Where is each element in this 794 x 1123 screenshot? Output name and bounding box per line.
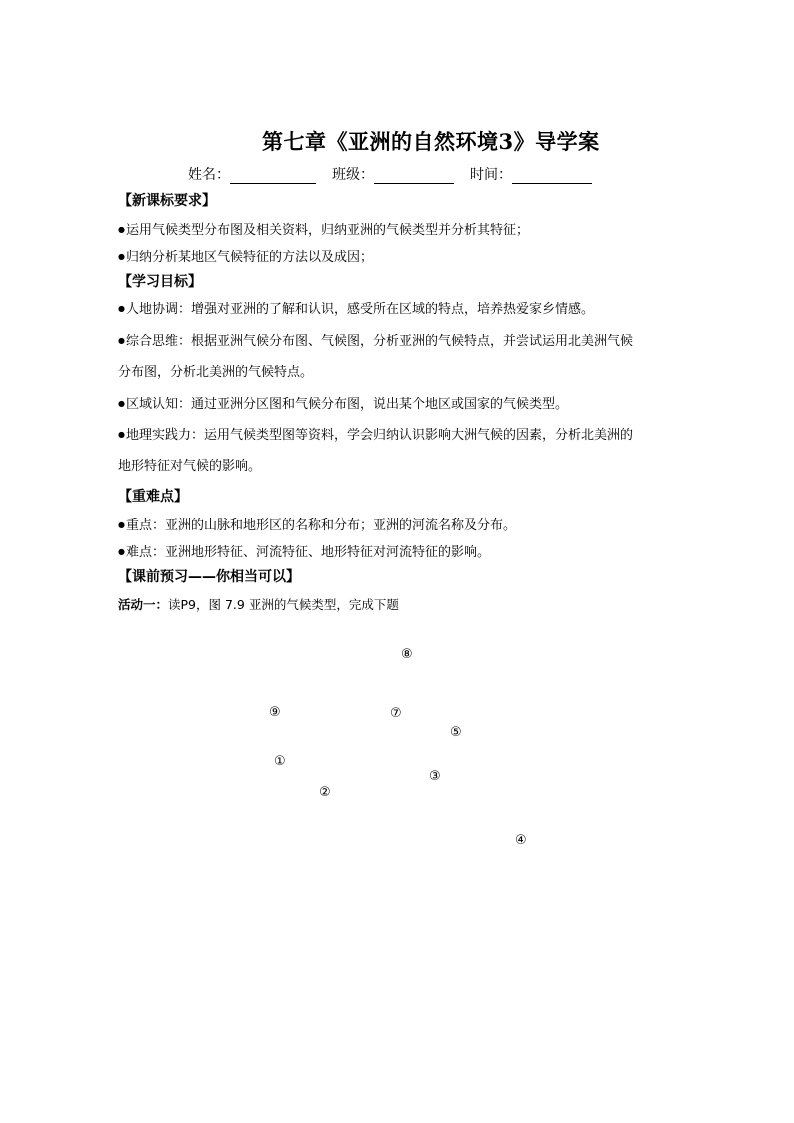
bullet-icon: ● [118, 399, 125, 408]
map-marker-5: ⑤ [450, 725, 462, 740]
objective-item [118, 393, 568, 412]
name-blank[interactable] [230, 169, 316, 184]
map-marker-7: ⑦ [390, 706, 402, 721]
map-marker-8: ⑧ [401, 647, 413, 662]
activity-lead: 活动一： [118, 597, 169, 612]
activity-one [118, 595, 399, 613]
map-marker-9: ⑨ [269, 705, 281, 720]
key-points-heading: 【重难点】 [118, 489, 188, 505]
key-point-text: 重点：亚洲的山脉和地形区的名称和分布；亚洲的河流名称及分布。 [125, 518, 516, 533]
activity-text: 读P9，图 7.9 亚洲的气候类型，完成下题 [168, 597, 399, 612]
bullet-icon: ● [118, 225, 125, 234]
standards-item [118, 219, 529, 238]
name-label: 姓名： [188, 167, 230, 183]
bullet-icon: ● [118, 547, 125, 556]
objective-text: 综合思维：根据亚洲气候分布图、气候图，分析亚洲的气候特点，并尝试运用北美洲气候 [125, 334, 633, 349]
standards-item-text: 归纳分析某地区气候特征的方法以及成因； [125, 250, 373, 265]
objective-text: 地理实践力：运用气候类型图等资料，学会归纳认识影响大洲气候的因素，分析北美洲的 [125, 428, 633, 443]
time-blank[interactable] [512, 169, 592, 184]
objective-text: 区域认知：通过亚洲分区图和气候分布图，说出某个地区或国家的气候类型。 [125, 397, 568, 412]
time-label: 时间： [470, 167, 512, 183]
objective-text: 人地协调：增强对亚洲的了解和认识，感受所在区域的特点，培养热爱家乡情感。 [125, 302, 594, 317]
standards-item [118, 246, 373, 265]
bullet-icon: ● [118, 336, 125, 345]
bullet-icon: ● [118, 252, 125, 261]
key-point-item [118, 541, 490, 560]
key-point-text: 难点：亚洲地形特征、河流特征、地形特征对河流特征的影响。 [125, 545, 490, 560]
objective-item [118, 330, 633, 349]
class-label: 班级： [332, 167, 374, 183]
standards-heading: 【新课标要求】 [118, 193, 216, 209]
map-marker-4: ④ [515, 833, 527, 848]
objective-item [118, 298, 594, 317]
preview-heading: 【课前预习——你相当可以】 [118, 569, 300, 585]
key-point-item [118, 514, 516, 533]
class-blank[interactable] [374, 169, 454, 184]
standards-item-text: 运用气候类型分布图及相关资料，归纳亚洲的气候类型并分析其特征； [125, 223, 529, 238]
student-info-line [188, 164, 608, 184]
bullet-icon: ● [118, 430, 125, 439]
objective-continuation: 分布图，分析北美洲的气候特点。 [118, 365, 314, 380]
objective-continuation: 地形特征对气候的影响。 [118, 459, 262, 474]
objectives-heading: 【学习目标】 [118, 274, 202, 290]
bullet-icon: ● [118, 520, 125, 529]
page-title: 第七章《亚洲的自然环境3》导学案 [262, 129, 600, 154]
map-marker-3: ③ [429, 769, 441, 784]
map-marker-1: ① [274, 754, 286, 769]
objective-item [118, 424, 633, 443]
map-marker-2: ② [319, 785, 331, 800]
bullet-icon: ● [118, 304, 125, 313]
